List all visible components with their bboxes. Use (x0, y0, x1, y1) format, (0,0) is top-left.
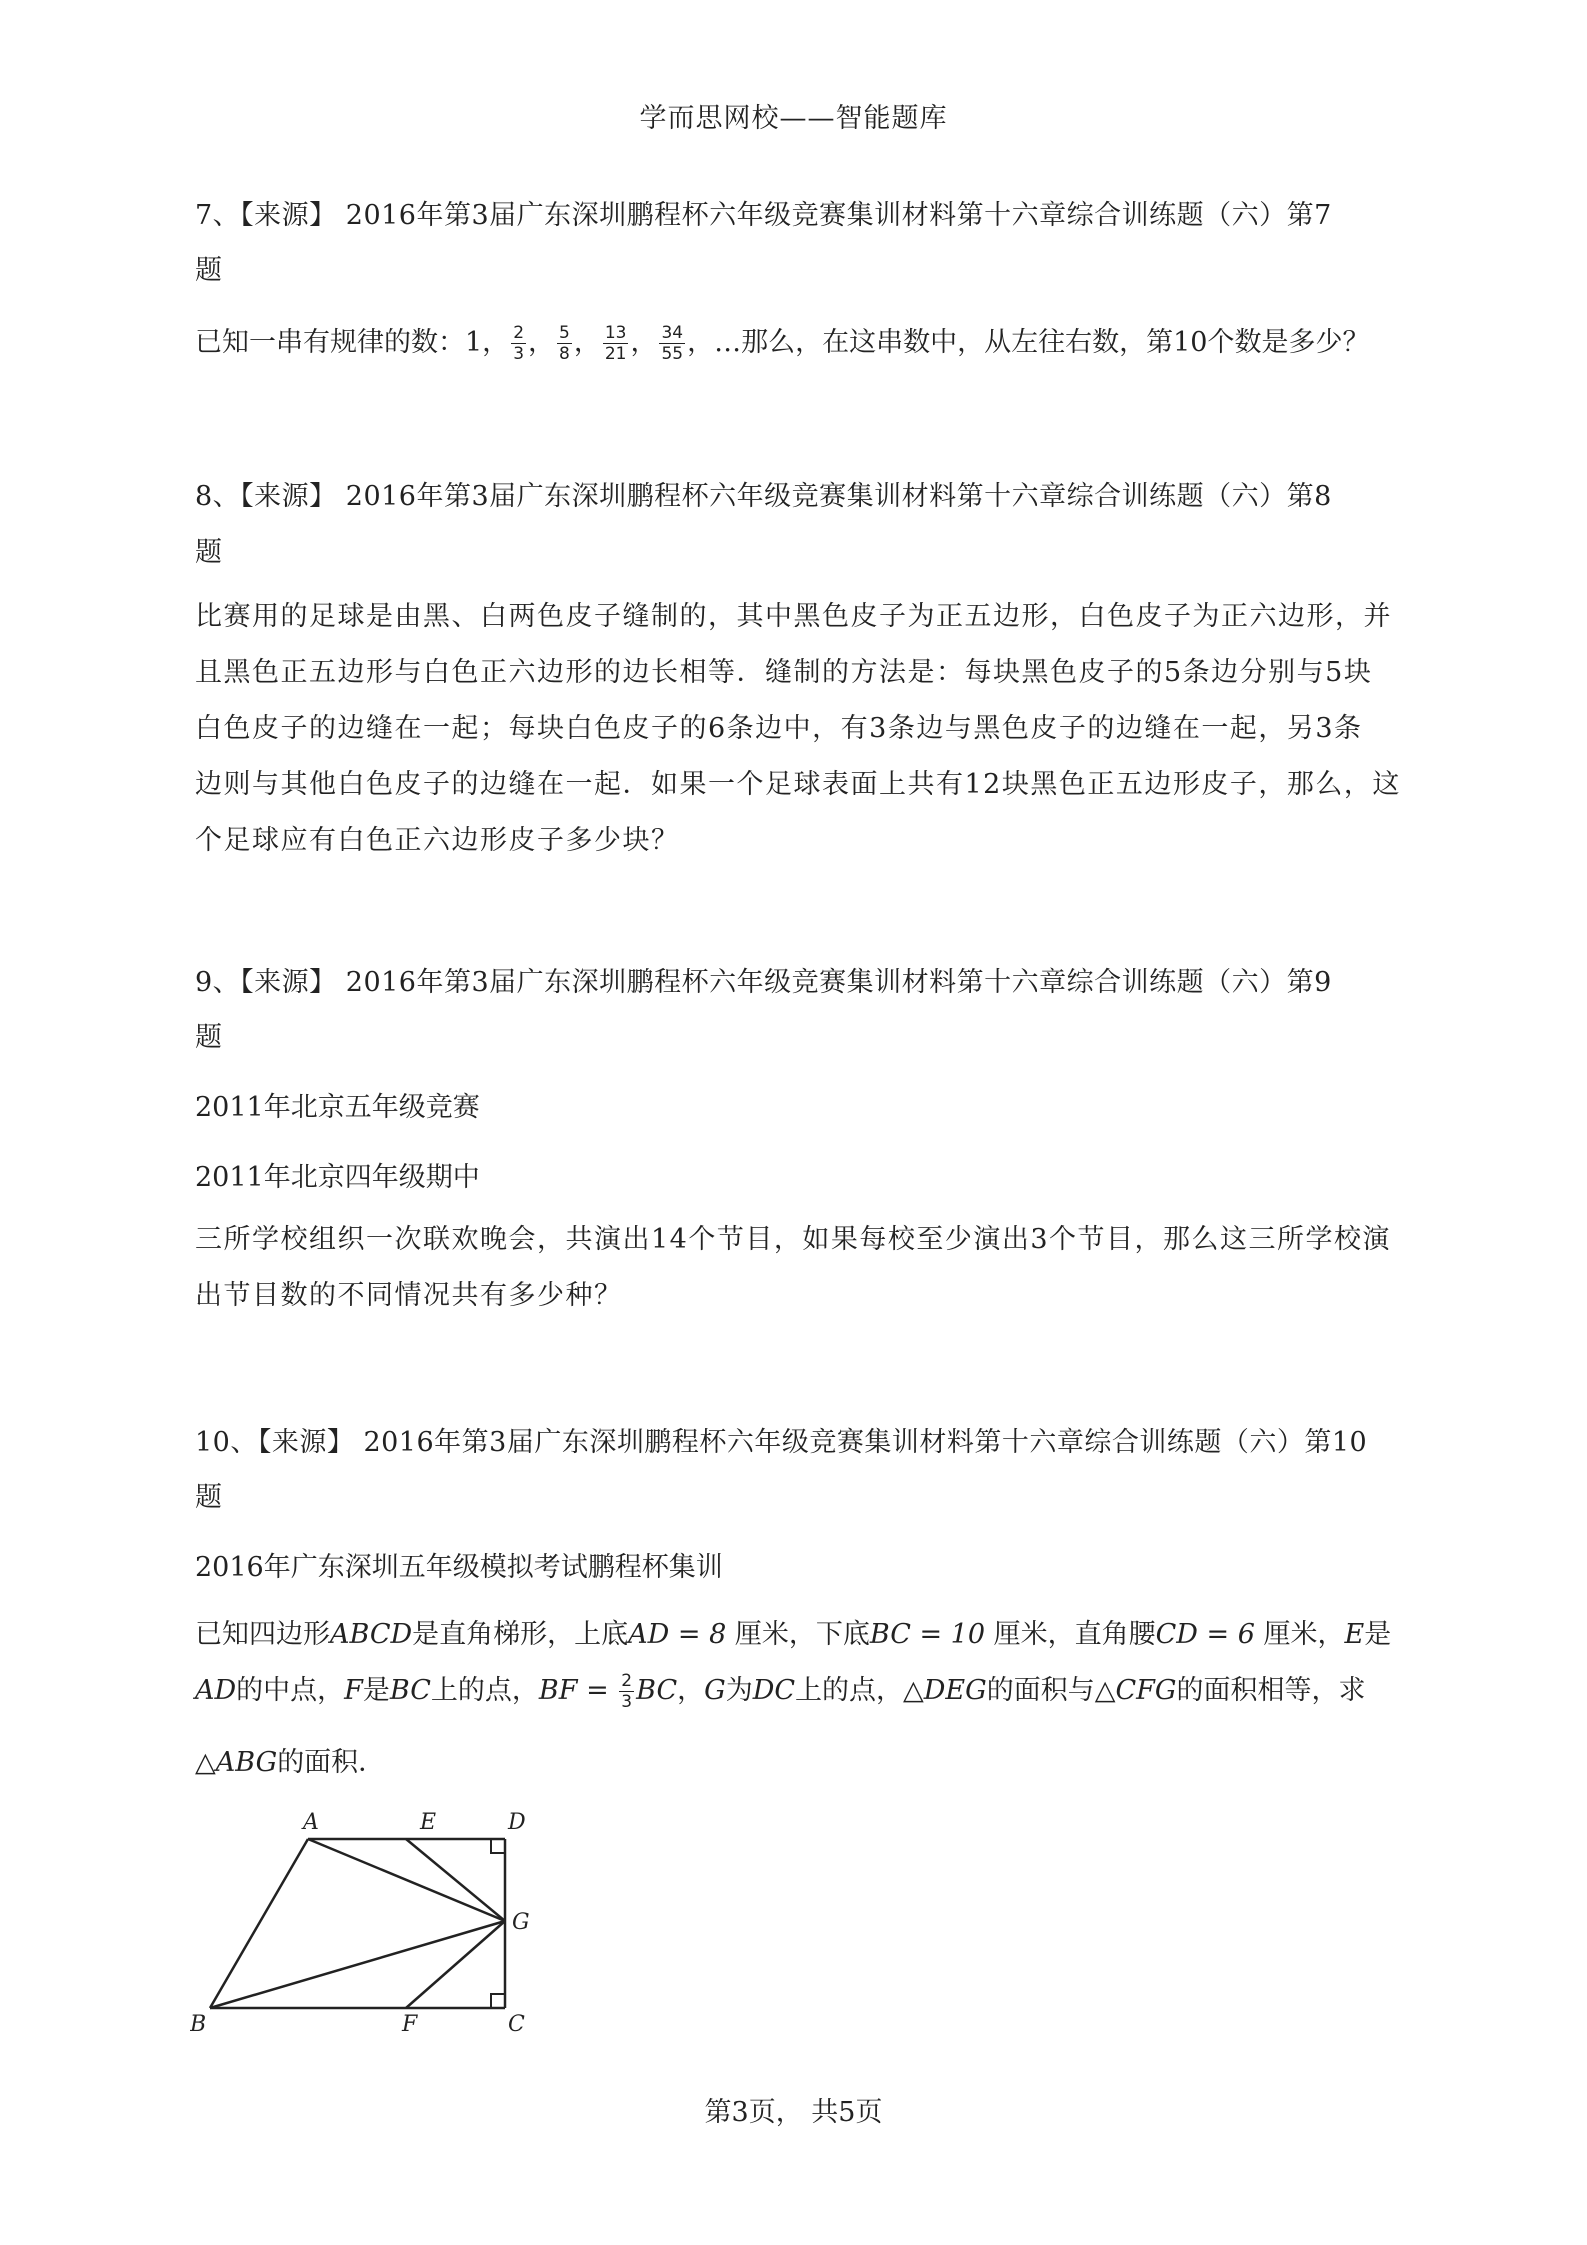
segment-AG (308, 1839, 505, 1921)
q9-source: 9、【来源】 2016年第3届广东深圳鹏程杯六年级竞赛集训材料第十六章综合训练题（六）第9 (195, 967, 1332, 998)
q8-line: 白色皮子的边缝在一起；每块白色皮子的6条边中，有3条边与黑色皮子的边缝在一起，另3条 (195, 713, 1363, 744)
right-angle-D (491, 1839, 505, 1853)
q8-line: 且黑色正五边形与白色正六边形的边长相等．缝制的方法是：每块黑色皮子的5条边分别与5块 (195, 657, 1373, 688)
q8-line: 个足球应有白色正六边形皮子多少块？ (195, 825, 680, 856)
fraction: $\frac{13}{21}$ (604, 323, 627, 364)
label-B: B (190, 2012, 207, 2037)
q9-source-cont: 题 (195, 1022, 222, 1053)
label-C: C (508, 2012, 525, 2037)
q9-source-2: 2011年北京四年级期中 (195, 1162, 480, 1193)
q7-source: 7、【来源】 2016年第3届广东深圳鹏程杯六年级竞赛集训材料第十六章综合训练题（六）第7 (195, 200, 1332, 231)
q10-line-3: △ABG的面积． (195, 1747, 386, 1778)
label-G: G (512, 1910, 530, 1935)
fraction: $\frac{2}{3}$ (621, 1671, 633, 1712)
label-A: A (303, 1810, 319, 1835)
label-D: D (508, 1810, 526, 1835)
q10-line-2: AD的中点，F是BC上的点，BF = $\frac{2}{3}$ BC，G为DC上的点，△DEG的面积与△CFG的面积相等，求 (195, 1671, 1366, 1712)
q10-source: 10、【来源】 2016年第3届广东深圳鹏程杯六年级竞赛集训材料第十六章综合训练题（六）第10 (195, 1427, 1368, 1458)
q8-source: 8、【来源】 2016年第3届广东深圳鹏程杯六年级竞赛集训材料第十六章综合训练题（六）第8 (195, 481, 1332, 512)
fraction: $\frac{34}{55}$ (661, 323, 684, 364)
q7-question: 已知一串有规律的数：1， $\frac{2}{3}$ ， $\frac{5}{8}$ ， $\frac{13}{21}$ ， $\frac{34}{55}$ ，…那么，在这串数中，从左往右数，第10个数是多少？ (195, 323, 1370, 364)
q8-line: 边则与其他白色皮子的边缝在一起．如果一个足球表面上共有12块黑色正五边形皮子，那么，这 (195, 769, 1401, 800)
q8-line: 比赛用的足球是由黑、白两色皮子缝制的，其中黑色皮子为正五边形，白色皮子为正六边形，并 (195, 601, 1392, 632)
q9-source-1: 2011年北京五年级竞赛 (195, 1092, 480, 1123)
q8-question (195, 589, 1405, 869)
q7-text-a: 已知一串有规律的数：1， (195, 327, 510, 358)
fraction: $\frac{5}{8}$ (559, 323, 570, 364)
q9-line: 三所学校组织一次联欢晚会，共演出14个节目，如果每校至少演出3个节目，那么这三所学校演 (195, 1224, 1392, 1255)
page-header: 学而思网校——智能题库 (639, 103, 948, 134)
q8-source-cont: 题 (195, 537, 222, 568)
q9-question (195, 1212, 1405, 1324)
q10-line-1: 已知四边形ABCD是直角梯形，上底AD = 8 厘米，下底BC = 10 厘米，直角腰CD = 6 厘米，E是 (195, 1619, 1392, 1650)
q9-line: 出节目数的不同情况共有多少种？ (195, 1280, 623, 1311)
page-footer: 第3页， 共5页 (704, 2097, 883, 2128)
q10-source-1: 2016年广东深圳五年级模拟考试鹏程杯集训 (195, 1552, 723, 1583)
trapezoid-figure (190, 1805, 550, 2045)
right-angle-C (491, 1994, 505, 2008)
q10-source-cont: 题 (195, 1482, 222, 1513)
q7-source-cont: 题 (195, 255, 222, 286)
label-F: F (402, 2012, 418, 2037)
fraction: $\frac{2}{3}$ (513, 323, 525, 364)
q7-text-b: ，…那么，在这串数中，从左往右数，第10个数是多少？ (687, 327, 1370, 358)
label-E: E (420, 1810, 437, 1835)
